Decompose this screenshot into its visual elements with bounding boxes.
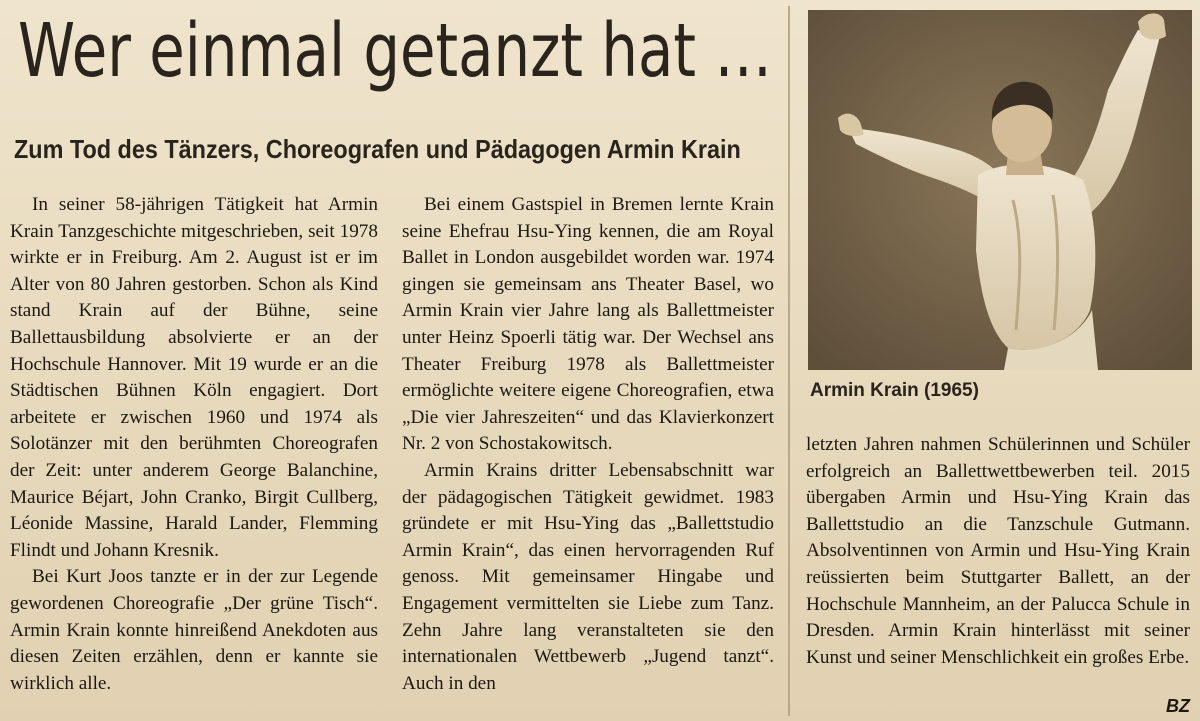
author-signature: BZ [1166,696,1190,716]
headline: Wer einmal getanzt hat … [18,8,773,94]
article-column-3 [806,432,1190,671]
article-column-1 [10,192,378,697]
column-divider [788,6,790,716]
subheadline: Zum Tod des Tänzers, Choreografen und Pädagogen Armin Krain [14,134,741,164]
photo-caption: Armin Krain (1965) [810,380,979,401]
dancer-photo [808,10,1192,370]
paragraph: Bei einem Gastspiel in Bremen lernte Krain seine Ehefrau Hsu-Ying kennen, die am Royal Ballet in London ausgebildet worden war. 1974 gingen sie gemeinsam ans Theater Basel, wo Armin Krain vier Jahre lang als Ballettmeister unter Heinz Spoerli tätig war. Der Wechsel ans Theater Freiburg 1978 als Ballettmeister ermöglichte weitere eigene Choreografien, etwa „Die vier Jahreszeiten“ und das Klavierkonzert Nr. 2 von Schostakowitsch. [402,194,774,455]
paragraph: Bei Kurt Joos tanzte er in der zur Legende gewordenen Choreografie „Der grüne Tisch“. Armin Krain konnte hinreißend Anekdoten aus diesen Zeiten erzählen, denn er kannte sie wirklich alle. [10,566,378,694]
paragraph: Armin Krains dritter Lebensabschnitt war der pädagogischen Tätigkeit gewidmet. 1983 gründete er mit Hsu-Ying das „Ballettstudio Armin Krain“, das einen hervorragenden Ruf genoss. Mit gemeinsamer Hingabe und Engagement vermittelten sie Liebe zum Tanz. Zehn Jahre lang veranstalteten sie den internationalen Wettbewerb „Jugend tanzt“. Auch in den [402,459,774,694]
paragraph: In seiner 58-jährigen Tätigkeit hat Armin Krain Tanzgeschichte mitgeschrieben, seit 1978 wirkte er in Freiburg. Am 2. August ist er im Alter von 80 Jahren gestorben. Schon als Kind stand Krain auf der Bühne, seine Ballettausbildung absolvierte er an der Hochschule Hannover. Mit 19 wurde er an die Städtischen Bühnen Köln engagiert. Dort arbeitete er zwischen 1960 und 1974 als Solotänzer mit den berühmten Choreografen der Zeit: unter anderem George Balanchine, Maurice Béjart, John Cranko, Birgit Cullberg, Léonide Massine, Harald Lander, Flemming Flindt und Johann Kresnik. [10,194,378,561]
article-column-2 [402,192,774,697]
paragraph: letzten Jahren nahmen Schülerinnen und Schüler erfolgreich an Ballettwettbewerben teil. 2015 übergaben Armin und Hsu-Ying Krain das Ballettstudio an die Tanzschule Gutmann. Absolventinnen von Armin und Hsu-Ying Krain reüssierten beim Stuttgarter Ballett, an der Hochschule Mannheim, an der Palucca Schule in Dresden. Armin Krain hinterlässt mit seiner Kunst und seiner Menschlichkeit ein großes Erbe. [806,434,1190,668]
